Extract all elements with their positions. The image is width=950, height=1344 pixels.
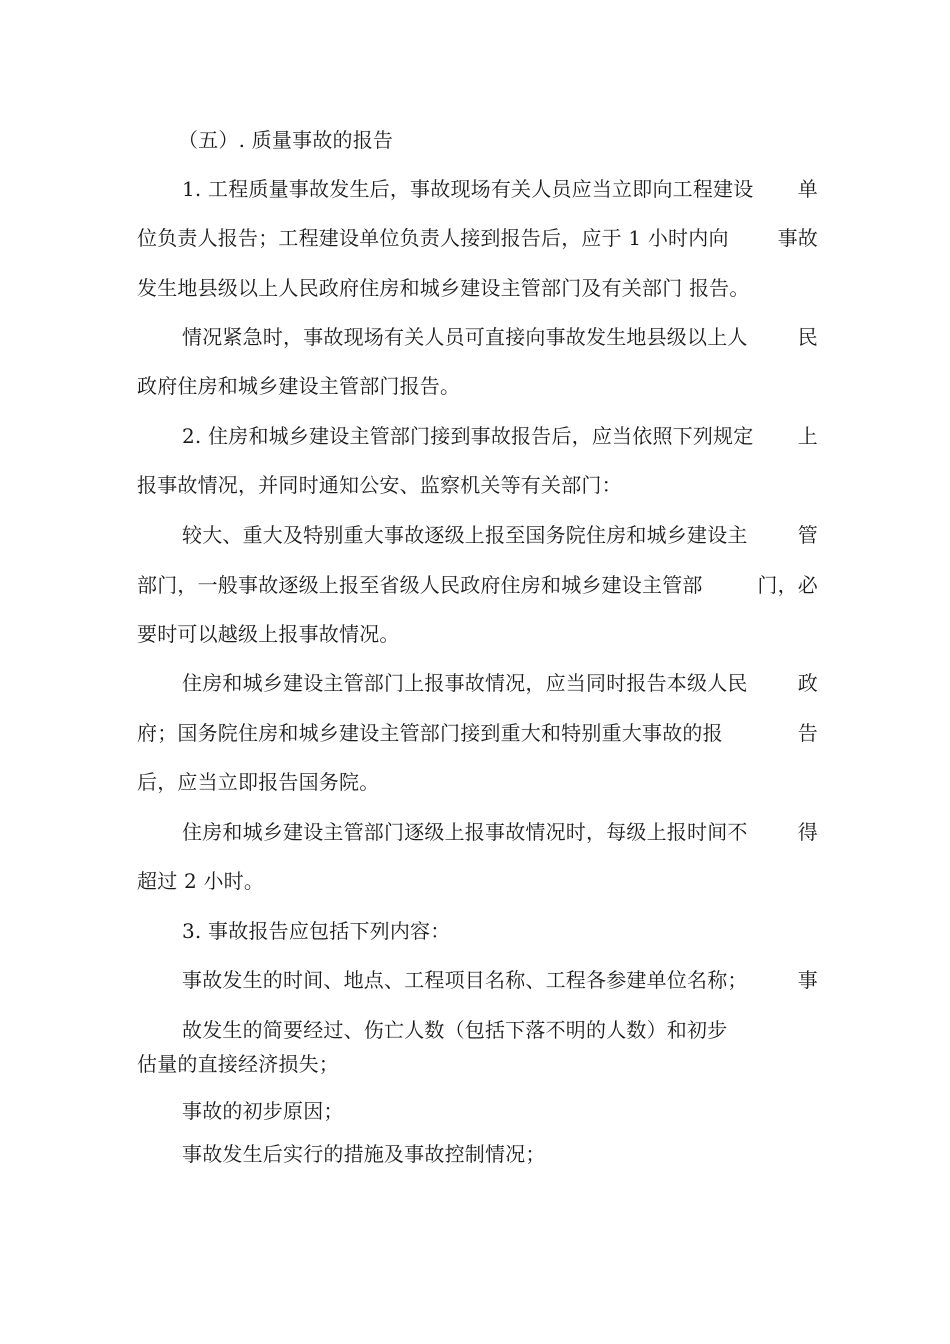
- text-segment: 事故发生的时间、地点、工程项目名称、工程各参建单位名称；: [182, 968, 748, 992]
- text-segment: 部门，一般事故逐级上报至省级人民政府住房和城乡建设主管部: [137, 573, 703, 597]
- paragraph-7-line-1: 3. 事故报告应包括下列内容：: [182, 919, 451, 943]
- text-segment: 住房和城乡建设主管部门上报事故情况，应当同时报告本级人民: [182, 671, 748, 695]
- paragraph-9-line-1: 故发生的简要经过、伤亡人数（包括下落不明的人数）和初步: [182, 1018, 728, 1042]
- paragraph-5-line-3: 后，应当立即报告国务院。: [137, 770, 380, 794]
- text-segment: 1. 工程质量事故发生后，事故现场有关人员应当立即向工程建设: [182, 177, 754, 201]
- text-segment: 得: [797, 820, 818, 844]
- text-segment: 单: [797, 177, 818, 201]
- paragraph-1-line-1: [182, 177, 818, 201]
- paragraph-3-line-1: [182, 424, 818, 448]
- paragraph-6-line-2: 超过 2 小时。: [137, 869, 265, 893]
- paragraph-11-line-1: 事故发生后实行的措施及事故控制情况；: [182, 1142, 546, 1166]
- paragraph-1-line-3: 发生地县级以上人民政府住房和城乡建设主管部门及有关部门 报告。: [137, 276, 750, 300]
- section-heading: （五）. 质量事故的报告: [178, 128, 394, 152]
- text-segment: 上: [797, 424, 818, 448]
- text-segment: 事: [797, 968, 818, 992]
- text-segment: 民: [797, 325, 818, 349]
- paragraph-5-line-2: [137, 721, 818, 745]
- text-segment: 情况紧急时，事故现场有关人员可直接向事故发生地县级以上人: [182, 325, 748, 349]
- text-segment: 位负责人报告；工程建设单位负责人接到报告后，应于 1 小时内向: [137, 226, 729, 250]
- paragraph-4-line-2: [137, 573, 818, 597]
- paragraph-1-line-2: [137, 226, 818, 250]
- text-segment: 住房和城乡建设主管部门逐级上报事故情况时，每级上报时间不: [182, 820, 748, 844]
- text-segment: 事故: [777, 226, 818, 250]
- paragraph-5-line-1: [182, 671, 818, 695]
- text-segment: 2. 住房和城乡建设主管部门接到事故报告后，应当依照下列规定: [182, 424, 754, 448]
- text-segment: 告: [797, 721, 818, 745]
- paragraph-2-line-2: 政府住房和城乡建设主管部门报告。: [137, 374, 461, 398]
- text-segment: 门，必: [757, 573, 818, 597]
- paragraph-4-line-1: [182, 523, 818, 547]
- text-segment: 政: [797, 671, 818, 695]
- paragraph-8-line-1: [182, 968, 818, 992]
- text-segment: 管: [797, 523, 818, 547]
- paragraph-10-line-1: 事故的初步原因；: [182, 1099, 344, 1123]
- text-segment: 较大、重大及特别重大事故逐级上报至国务院住房和城乡建设主: [182, 523, 748, 547]
- paragraph-9-line-2: 估量的直接经济损失；: [137, 1052, 339, 1076]
- paragraph-3-line-2: 报事故情况，并同时通知公安、监察机关等有关部门：: [137, 473, 622, 497]
- paragraph-4-line-3: 要时可以越级上报事故情况。: [137, 622, 400, 646]
- paragraph-2-line-1: [182, 325, 818, 349]
- paragraph-6-line-1: [182, 820, 818, 844]
- text-segment: 府；国务院住房和城乡建设主管部门接到重大和特别重大事故的报: [137, 721, 723, 745]
